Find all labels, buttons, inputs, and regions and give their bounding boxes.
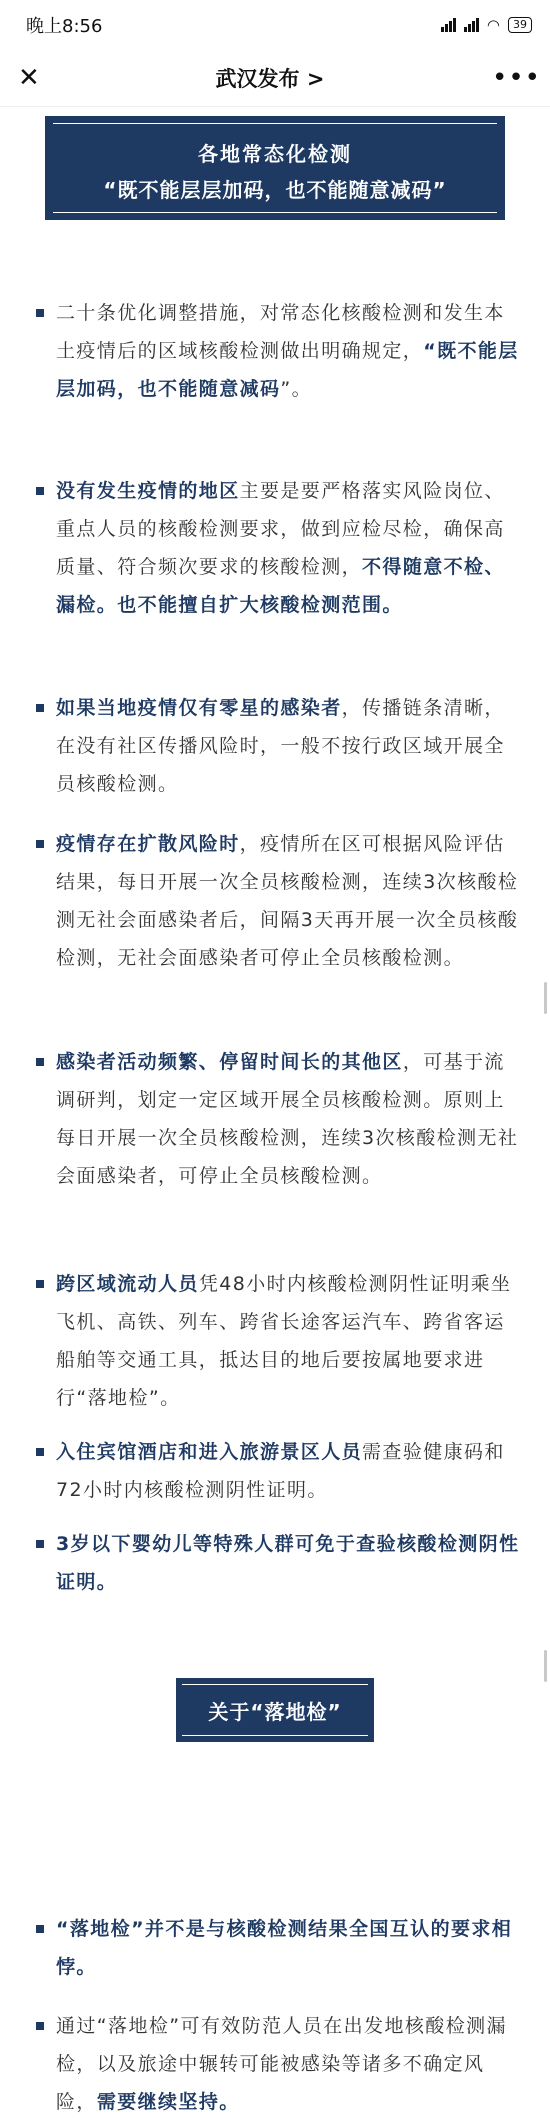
body-text: 通过“落地检”可有效防范人员在出发地核酸检测漏检，以及旅途中辗转可能被感染等诸多不确定风险， <box>56 2015 507 2113</box>
bullet-paragraph <box>36 1043 521 1195</box>
bullet-marker-icon <box>36 309 44 317</box>
bold-text: “落地检”并不是与核酸检测结果全国互认的要求相悖。 <box>56 1918 513 1978</box>
more-icon[interactable]: ••• <box>491 63 541 93</box>
bullet-paragraph <box>36 472 521 624</box>
bold-text: 疫情存在扩散风险时 <box>56 833 240 855</box>
bold-text: 需要继续坚持。 <box>96 2091 240 2113</box>
section-label: 关于“落地检” <box>208 1700 342 1724</box>
bullet-marker-icon <box>36 1058 44 1066</box>
bold-text: 感染者活动频繁、停留时间长的其他区 <box>56 1051 403 1073</box>
bullet-paragraph <box>36 1433 521 1509</box>
bullet-paragraph <box>36 1265 521 1417</box>
bullet-paragraph <box>36 294 521 408</box>
bullet-marker-icon <box>36 1280 44 1288</box>
status-bar <box>0 0 550 50</box>
close-icon[interactable]: ✕ <box>18 63 40 93</box>
bullet-marker-icon <box>36 1925 44 1933</box>
nav-bar <box>0 50 550 107</box>
bold-text: 入住宾馆酒店和进入旅游景区人员 <box>56 1441 363 1463</box>
bullet-paragraph <box>36 2007 521 2121</box>
body-text: ，疫情所在区可根据风险评估结果，每日开展一次全员核酸检测，连续3次核酸检测无社会面感染者后，间隔3天再开展一次全员核酸检测，无社会面感染者可停止全员核酸检测。 <box>56 833 519 969</box>
body-text: 需查验健康码和72小时内核酸检测阴性证明。 <box>56 1441 505 1501</box>
body-text: ，传播链条清晰，在没有社区传播风险时，一般不按行政区域开展全员核酸检测。 <box>56 697 505 795</box>
scroll-indicator[interactable] <box>544 1650 547 1682</box>
body-text: ”。 <box>280 378 313 400</box>
bullet-marker-icon <box>36 704 44 712</box>
section-banner <box>176 1678 374 1742</box>
status-icons <box>441 16 532 34</box>
bullet-marker-icon <box>36 2022 44 2030</box>
bullet-paragraph <box>36 825 521 977</box>
bullet-paragraph <box>36 689 521 803</box>
bold-text: “既不能层层加码，也不能随意减码 <box>56 340 519 400</box>
status-time: 晚上8:56 <box>26 16 103 37</box>
bullet-marker-icon <box>36 1540 44 1548</box>
body-text: 二十条优化调整措施，对常态化核酸检测和发生本土疫情后的区域核酸检测做出明确规定， <box>56 302 505 362</box>
scroll-indicator[interactable] <box>544 982 547 1014</box>
bullet-paragraph <box>36 1525 521 1601</box>
body-text: 主要是要严格落实风险岗位、重点人员的核酸检测要求，做到应检尽检，确保高质量、符合频次要求的核酸检测， <box>56 480 505 578</box>
bullet-marker-icon <box>36 840 44 848</box>
header-banner <box>45 116 505 220</box>
account-title[interactable]: 武汉发布 > <box>215 67 325 91</box>
bold-text: 如果当地疫情仅有零星的感染者 <box>56 697 342 719</box>
wifi-icon: ◠ <box>486 16 500 34</box>
bold-text: 不得随意不检、漏检。也不能擅自扩大核酸检测范围。 <box>56 556 505 616</box>
bold-text: 没有发生疫情的地区 <box>56 480 240 502</box>
bullet-paragraph <box>36 1910 521 1986</box>
bold-text: 跨区域流动人员 <box>56 1273 199 1295</box>
bullet-marker-icon <box>36 1448 44 1456</box>
body-text: 凭48小时内核酸检测阴性证明乘坐飞机、高铁、列车、跨省长途客运汽车、跨省客运船舶等交通工具，抵达目的地后要按属地要求进行“落地检”。 <box>56 1273 512 1409</box>
bold-text: 3岁以下婴幼儿等特殊人群可免于查验核酸检测阴性证明。 <box>56 1533 520 1593</box>
signal-icon <box>441 18 456 32</box>
bullet-marker-icon <box>36 487 44 495</box>
header-line-1: 各地常态化检测 <box>198 142 352 166</box>
battery-icon: 39 <box>508 17 532 33</box>
body-text: ，可基于流调研判，划定一定区域开展全员核酸检测。原则上每日开展一次全员核酸检测，连续3次核酸检测无社会面感染者，可停止全员核酸检测。 <box>56 1051 519 1187</box>
signal-icon-2 <box>464 18 479 32</box>
header-line-2: “既不能层层加码，也不能随意减码” <box>103 178 447 202</box>
